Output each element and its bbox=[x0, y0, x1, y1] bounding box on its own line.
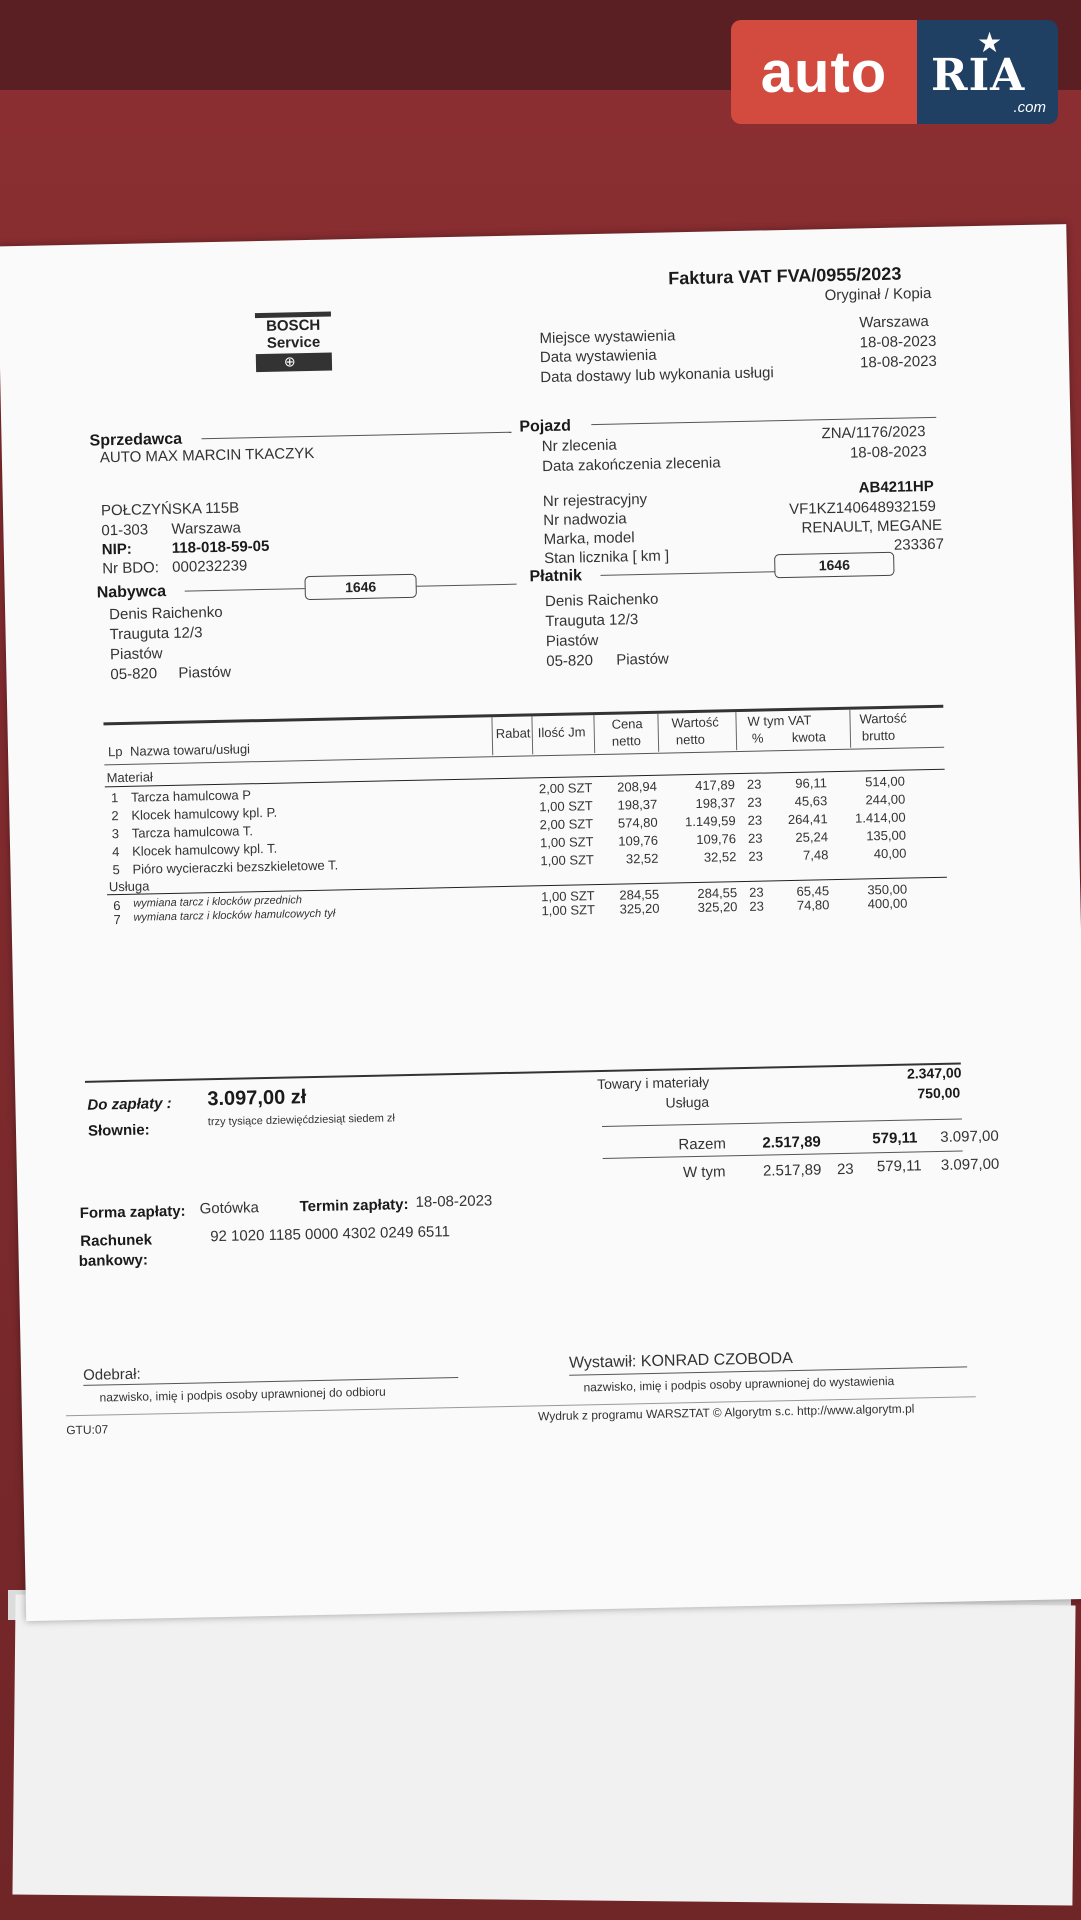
signatures-block: Odebrał: nazwisko, imię i podpis osoby uprawnionej do odbioru Wystawił: KONRAD CZOBODA nazwisko, imię i podpis osoby uprawnionej do wystawienia bbox=[0, 224, 1066, 246]
bosch-emblem-icon: ⊕ bbox=[283, 353, 296, 370]
invoice-copy-label: Oryginał / Kopia bbox=[824, 284, 932, 305]
col-net: Wartość bbox=[671, 714, 719, 731]
cell-qty: 2,00 SZT bbox=[538, 780, 593, 797]
cell-name: Tarcza hamulcowa T. bbox=[131, 823, 254, 841]
col-gross: Wartość bbox=[859, 710, 907, 727]
cell-net: 109,76 bbox=[696, 831, 737, 847]
cell-pct: 23 bbox=[748, 848, 764, 864]
invoice-title: Faktura VAT FVA/0955/2023 bbox=[668, 263, 902, 289]
col-price: Cena bbox=[611, 716, 643, 732]
cell-vat: 45,63 bbox=[794, 793, 828, 809]
cell-price: 32,52 bbox=[625, 850, 659, 867]
cell-gross: 350,00 bbox=[867, 881, 908, 898]
vehicle-block: Pojazd Nr zlecenia ZNA/1176/2023 Data zakończenia zlecenia 18-08-2023 Nr rejestracyjny AB4211HP Nr nadwozia VF1KZ140648932159 Marka, model RENAULT, MEGANE Stan licznika [ km ] 233367 bbox=[519, 417, 945, 568]
amount-due: 3.097,00 zł bbox=[207, 1086, 307, 1111]
cell-gross: 1.414,00 bbox=[854, 809, 906, 826]
seller-block: Sprzedawca AUTO MAX MARCIN TKACZYK POŁCZYŃSKA 115B 01-303 Warszawa NIP: 118-018-59-05 Nr BDO: 000232239 bbox=[0, 224, 1066, 246]
cell-lp: 3 bbox=[111, 826, 120, 842]
cell-net: 417,89 bbox=[694, 777, 736, 793]
section-material: Materiał bbox=[106, 769, 154, 786]
cell-name: wymiana tarcz i klocków hamulcowych tył bbox=[133, 907, 336, 924]
cell-price: 574,80 bbox=[617, 814, 658, 831]
cell-price: 198,37 bbox=[617, 796, 658, 813]
cell-net: 284,55 bbox=[697, 885, 738, 901]
printout-note: Wydruk z programu WARSZTAT © Algorytm s.c. http://www.algorytm.pl bbox=[537, 1401, 915, 1424]
cell-qty: 1,00 SZT bbox=[539, 798, 593, 815]
cell-vat: 264,41 bbox=[787, 811, 828, 828]
cell-vat: 65,45 bbox=[796, 883, 830, 899]
col-rabat: Rabat bbox=[495, 725, 531, 742]
section-service: Usługa bbox=[108, 878, 150, 895]
cell-vat: 96,11 bbox=[795, 775, 828, 791]
bank-account: 92 1020 1185 0000 4302 0249 6511 bbox=[210, 1223, 451, 1246]
cell-pct: 23 bbox=[747, 830, 763, 846]
buyer-code-box: 1646 bbox=[304, 574, 416, 600]
cell-vat: 74,80 bbox=[796, 897, 830, 913]
autoria-watermark-logo: auto ★ RIA .com bbox=[731, 20, 1060, 124]
totals-block: Do zapłaty : 3.097,00 zł Słownie: trzy tysiące dziewięćdziesiąt siedem zł Towary i materiały 2.347,00 Usługa 750,00 Razem 2.517,89 579,11 3.097,00 W tym 2.517,89 23 579,11 3.097,00 bbox=[87, 1064, 1000, 1182]
cell-name: Tarcza hamulcowa P bbox=[130, 787, 252, 805]
cell-vat: 25,24 bbox=[795, 829, 829, 845]
cell-qty: 2,00 SZT bbox=[539, 816, 594, 833]
col-qty: Ilość Jm bbox=[537, 724, 586, 741]
payer-block: Płatnik 1646 Denis Raichenko Trauguta 12/3 Piastów 05-820 Piastów bbox=[0, 224, 1066, 246]
cell-qty: 1,00 SZT bbox=[541, 902, 596, 919]
cell-gross: 135,00 bbox=[866, 827, 907, 844]
cell-gross: 514,00 bbox=[864, 773, 906, 790]
cell-name: Pióro wycieraczki bezszkieletowe T. bbox=[132, 857, 339, 877]
star-icon: ★ bbox=[977, 27, 1003, 58]
cell-name: Klocek hamulcowy kpl. T. bbox=[131, 840, 278, 859]
buyer-block: Nabywca 1646 Denis Raichenko Trauguta 12/3 Piastów 05-820 Piastów bbox=[0, 224, 1066, 246]
cell-name: wymiana tarcz i klocków przednich bbox=[133, 894, 303, 910]
cell-net: 1.149,59 bbox=[684, 813, 736, 830]
cell-pct: 23 bbox=[746, 776, 762, 792]
cell-price: 208,94 bbox=[616, 778, 658, 795]
cell-price: 109,76 bbox=[618, 832, 659, 849]
cell-gross: 40,00 bbox=[873, 845, 907, 862]
items-table: Lp Nazwa towaru/usługi Rabat Ilość Jm Cena netto Wartość netto W tym VAT % kwota Wartość brutto Materiał 1 Tarcza hamulcowa P 2,00 SZT 208,94 417,89 23 96,11 514,00 2 Klocek hamulcowy kpl. P. 1,00 SZT 198,37 198,37 23 45,63 244,00 3 Tarcza hamulcowa T. 2,00 SZT 574,80 1.149,59 23 264,41 1.414,00 4 Klocek hamulcowy kpl. T. 1,00 SZT 109,76 109,76 23 25,24 135,00 5 Pióro wycieraczki bezszkieletowe T. 1,00 SZT 32,52 32,52 23 7,48 40,00 Usługa 6 wymiana tarcz i klocków przednich 1,00 SZT 284,55 284,55 23 65,45 350,00 7 wymiana tarcz i klocków hamulcowych tył 1,00 SZT 325,20 325,20 23 74,80 400,00 bbox=[0, 224, 1066, 246]
payment-block: Forma zapłaty: Gotówka Termin zapłaty: 18-08-2023 Rachunek bankowy: 92 1020 1185 0000 4302 0249 6511 bbox=[78, 1192, 493, 1270]
col-name: Nazwa towaru/usługi bbox=[129, 741, 251, 759]
invoice-sheet bbox=[0, 224, 1081, 1621]
cell-net: 32,52 bbox=[703, 849, 737, 865]
cell-vat: 7,48 bbox=[802, 847, 829, 863]
col-lp: Lp bbox=[107, 743, 123, 760]
cell-lp: 2 bbox=[111, 808, 119, 824]
cell-net: 325,20 bbox=[697, 899, 738, 915]
cell-name: Klocek hamulcowy kpl. P. bbox=[131, 804, 278, 823]
cell-pct: 23 bbox=[749, 898, 765, 914]
issue-meta: Miejsce wystawienia Warszawa Data wystawienia 18-08-2023 Data dostawy lub wykonania usługi 18-08-2023 bbox=[539, 312, 937, 387]
bosch-service-logo: BOSCH Service ⊕ bbox=[255, 311, 333, 389]
cell-lp: 1 bbox=[110, 790, 119, 806]
cell-pct: 23 bbox=[747, 794, 762, 810]
cell-lp: 5 bbox=[112, 862, 120, 878]
paper-under-sheet bbox=[12, 1594, 1075, 1905]
cell-qty: 1,00 SZT bbox=[541, 888, 595, 905]
cell-lp: 4 bbox=[112, 844, 120, 860]
cell-qty: 1,00 SZT bbox=[540, 852, 595, 869]
cell-gross: 244,00 bbox=[865, 791, 906, 808]
col-vat: W tym VAT bbox=[747, 712, 812, 729]
cell-gross: 400,00 bbox=[867, 895, 908, 912]
cell-pct: 23 bbox=[747, 812, 763, 828]
cell-qty: 1,00 SZT bbox=[539, 834, 594, 851]
cell-pct: 23 bbox=[748, 884, 764, 900]
payer-code-box: 1646 bbox=[774, 552, 894, 579]
cell-net: 198,37 bbox=[695, 795, 736, 811]
cell-price: 325,20 bbox=[619, 900, 660, 917]
cell-lp: 7 bbox=[113, 912, 121, 928]
cell-price: 284,55 bbox=[619, 886, 660, 903]
cell-lp: 6 bbox=[113, 898, 121, 914]
amount-in-words: trzy tysiące dziewięćdziesiąt siedem zł bbox=[207, 1112, 396, 1129]
gtu-code: GTU:07 bbox=[66, 1422, 109, 1438]
